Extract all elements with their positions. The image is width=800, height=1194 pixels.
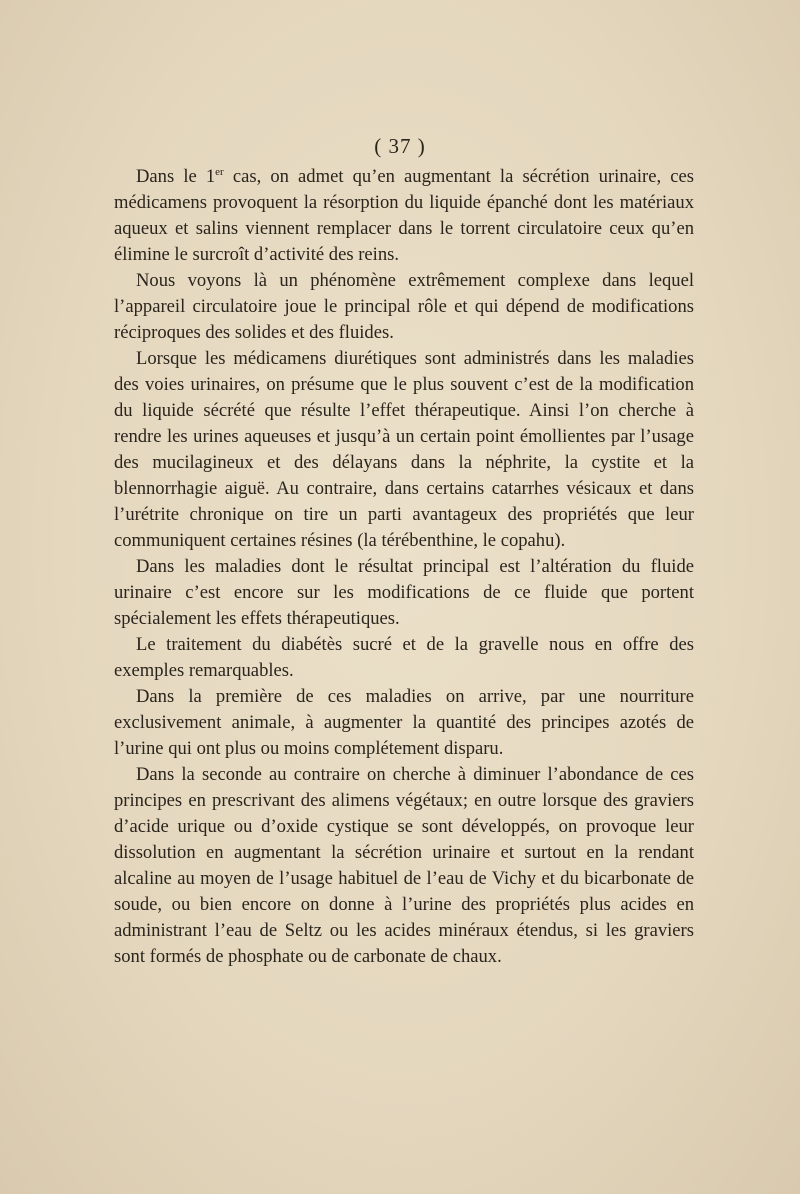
page-number: ( 37 ) [374, 134, 426, 158]
paragraph-1-rest: cas, on admet qu’en augmentant la sécrétion urinaire, ces médicamens provoquent la résorption du liquide épanché dont les matériaux aqueux et salins viennent remplacer dans le torrent circulatoire ceux qu’en élimine le surcroît d’activité des reins. [114, 166, 694, 265]
paragraph-2: Nous voyons là un phénomène extrêmement complexe dans lequel l’appareil circulatoire joue le principal rôle et qui dépend de modifications réciproques des solides et des fluides. [114, 270, 694, 343]
paragraph-5: Le traitement du diabétès sucré et de la gravelle nous en offre des exemples remarquables. [114, 634, 694, 681]
paragraph-4: Dans les maladies dont le résultat principal est l’altération du fluide urinaire c’est encore sur les modifications de ce fluide que portent spécialement les effets thérapeutiques. [114, 556, 694, 629]
paragraph-3: Lorsque les médicamens diurétiques sont administrés dans les maladies des voies urinaires, on présume que le plus souvent c’est de la modification du liquide sécrété que résulte l’effet thérapeutique. Ainsi l’on cherche à rendre les urines aqueuses et jusqu’à un certain point émollientes par l’usage des mucilagineux et des délayans dans la néphrite, la cystite et la blennorrhagie aiguë. Au contraire, dans certains catarrhes vésicaux et dans l’urétrite chronique on tire un parti avantageux des propriétés que leur communiquent certaines résines (la térébenthine, le copahu). [114, 348, 694, 551]
ordinal-superscript: er [215, 166, 224, 178]
paragraph-1 [114, 164, 694, 268]
paragraph-6: Dans la première de ces maladies on arrive, par une nourriture exclusivement animale, à augmenter la quantité des principes azotés de l’urine qui ont plus ou moins complétement disparu. [114, 686, 694, 759]
body-text [114, 164, 694, 970]
paragraph-1-start: Dans le 1 [136, 166, 216, 187]
paragraph-7: Dans la seconde au contraire on cherche à diminuer l’abondance de ces principes en prescrivant des alimens végétaux; en outre lorsque des graviers d’acide urique ou d’oxide cystique se sont développés, on provoque leur dissolution en augmentant la sécrétion urinaire et surtout en la rendant alcaline au moyen de l’usage habituel de l’eau de Vichy et du bicarbonate de soude, ou bien encore on donne à l’urine des propriétés plus acides en administrant l’eau de Seltz ou les acides minéraux étendus, si les graviers sont formés de phosphate ou de carbonate de chaux. [114, 764, 694, 967]
